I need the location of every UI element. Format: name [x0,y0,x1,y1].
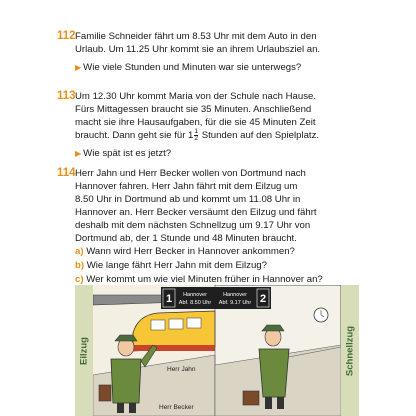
task-number: 114 [57,167,76,179]
subquestion-label: a) [75,246,84,257]
task-114 [57,167,405,287]
task-112 [57,30,405,74]
task-text-line [75,129,405,142]
task-text-line: Hannover an. Herr Becker versäumt den Eilzug und fährt [75,207,317,218]
sign-city: Hannover [223,292,247,298]
fraction-denominator: 2 [194,135,199,142]
label-herr-jahn: Herr Jahn [167,366,196,373]
task-text-line: Fürs Mittagessen braucht sie 35 Minuten. Anschließend [75,104,312,115]
platform-sign-2 [215,287,271,309]
task-text-line: Urlaub. Um 11.25 Uhr kommt sie an ihrem Urlaubsziel an. [75,44,321,55]
task-text-line: Dortmund ab, der 1 Stunde und 48 Minuten braucht. [75,233,297,244]
platform-number: 1 [165,293,173,305]
sign-time: Abf. 8.50 Uhr [178,300,212,306]
fraction [194,129,198,142]
fraction-numerator: 1 [194,128,199,135]
subquestion-text: Wer kommt um wie viel Minuten früher in Hannover an? [86,274,323,285]
platform-number: 2 [259,293,267,305]
task-number: 113 [57,90,76,102]
subquestion-label: c) [75,274,84,285]
sidebar-eilzug [75,285,93,416]
task-text-line: deshalb mit dem nächsten Schnellzug um 9.17 Uhr von [75,220,311,231]
sidebar-label: Eilzug [78,336,90,365]
task-number: 112 [57,30,76,42]
subquestion-b [75,259,405,273]
subquestion-label: b) [75,260,85,271]
sign-city: Hannover [183,292,207,298]
subquestion-text: Wie lange fährt Herr Jahn mit dem Eilzug? [86,260,267,271]
arrow-icon: ▶ [75,149,82,159]
question-text: Wie viele Stunden und Minuten war sie unterwegs? [83,62,302,73]
task-text-line: Familie Schneider fährt um 8.53 Uhr mit dem Auto in den [75,31,317,42]
label-herr-becker: Herr Becker [159,404,194,411]
sidebar-label: Schnellzug [344,325,356,376]
task-text-line: Herr Jahn und Herr Becker wollen von Dortmund nach [75,168,306,179]
sign-time: Abf. 9.17 Uhr [218,300,252,306]
task-question [75,61,405,74]
question-text: Wie spät ist es jetzt? [83,148,172,160]
task-text-line: macht sie ihre Hausaufgaben, für die sie 45 Minuten Zeit [75,117,316,128]
text-segment: braucht. Dann geht sie für 1 [75,130,194,142]
task-113 [57,90,405,160]
sidebar-schnellzug [341,285,359,416]
task-text-line: Hannover fahren. Herr Jahn fährt mit dem Eilzug um [75,181,298,192]
train-station-illustration [93,285,341,416]
task-text-line: Um 12.30 Uhr kommt Maria von der Schule nach Hause. [75,91,317,102]
task-question [75,147,405,160]
arrow-icon: ▶ [75,63,82,72]
subquestion-text: Wann wird Herr Becker in Hannover ankommen? [86,246,295,257]
task-text-line: 8.50 Uhr in Dortmund ab und kommt um 11.08 Uhr in [75,194,301,205]
subquestion-a [75,245,405,259]
text-segment: Stunden auf den Spielplatz. [199,130,320,142]
platform-sign-1 [161,287,215,309]
